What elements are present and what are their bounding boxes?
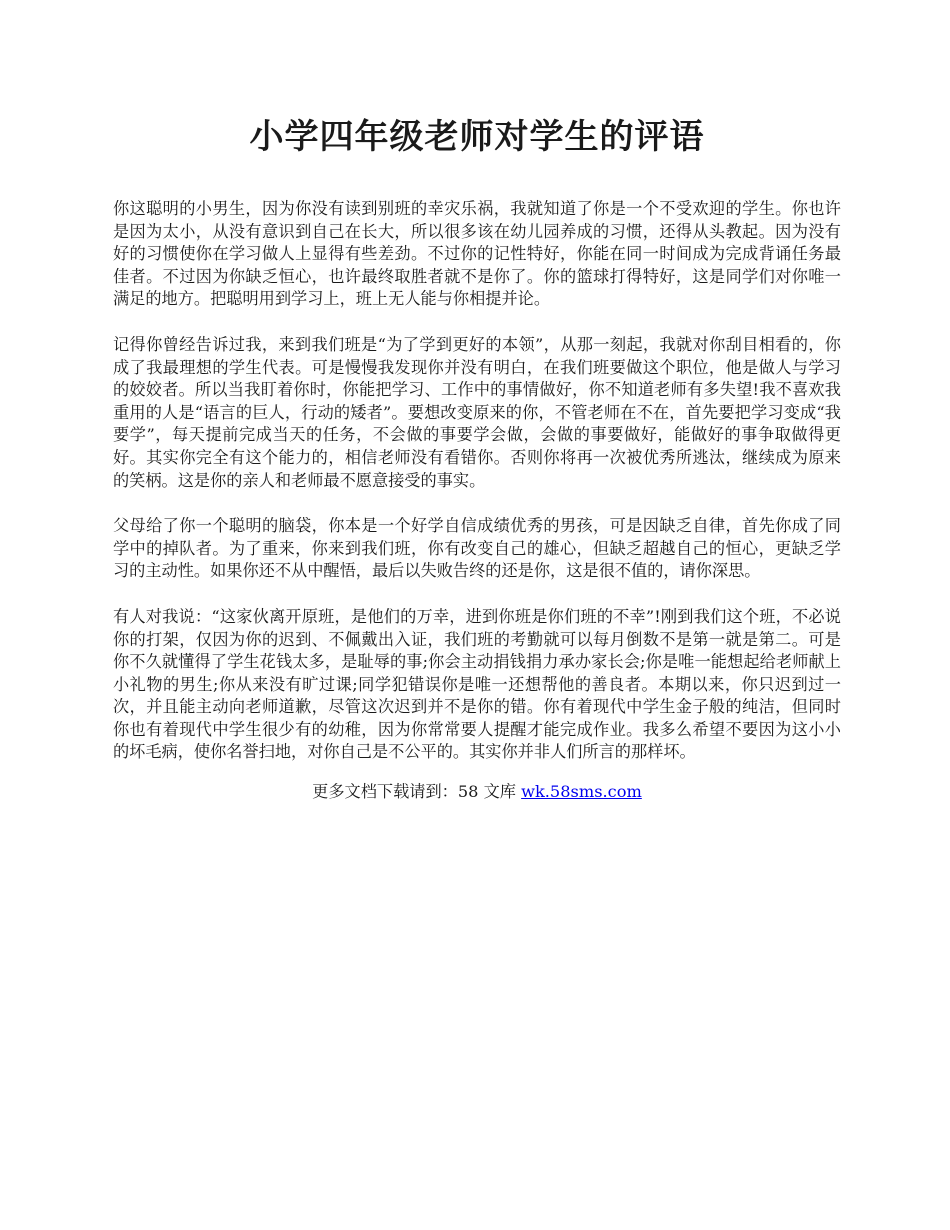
paragraph-2: 记得你曾经告诉过我，来到我们班是“为了学到更好的本领”，从那一刻起，我就对你刮目相看的，你成了我最理想的学生代表。可是慢慢我发现你并没有明白，在我们班要做这个职位，他是做人与学习的姣姣者。所以当我盯着你时，你能把学习、工作中的事情做好，你不知道老师有多失望!我不喜欢我重用的人是“语言的巨人，行动的矮者”。要想改变原来的你，不管老师在不在，首先要把学习变成“我要学”，每天提前完成当天的任务，不会做的事要学会做，会做的事要做好，能做好的事争取做得更好。其实你完全有这个能力的，相信老师没有看错你。否则你将再一次被优秀所逃汰，继续成为原来的笑柄。这是你的亲人和老师最不愿意接受的事实。: [113, 334, 841, 490]
footer-download-note: [113, 781, 841, 803]
footer-link[interactable]: wk.58sms.com: [521, 782, 642, 802]
paragraph-4: 有人对我说：“这家伙离开原班，是他们的万幸，进到你班是你们班的不幸”!刚到我们这个班，不必说你的打架，仅因为你的迟到、不佩戴出入证，我们班的考勤就可以每月倒数不是第一就是第二。可是你不久就懂得了学生花钱太多，是耻辱的事;你会主动捐钱捐力承办家长会;你是唯一能想起给老师献上小礼物的男生;你从来没有旷过课;同学犯错误你是唯一还想帮他的善良者。本期以来，你只迟到过一次，并且能主动向老师道歉，尽管这次迟到并不是你的错。你有着现代中学生金子般的纯洁，但同时你也有着现代中学生很少有的幼稚，因为你常常要人提醒才能完成作业。我多么希望不要因为这小小的坏毛病，使你名誉扫地，对你自己是不公平的。其实你并非人们所言的那样坏。: [113, 606, 841, 762]
footer-prefix: 更多文档下载请到：58 文库: [312, 782, 522, 802]
paragraph-3: 父母给了你一个聪明的脑袋，你本是一个好学自信成绩优秀的男孩，可是因缺乏自律，首先你成了同学中的掉队者。为了重来，你来到我们班，你有改变自己的雄心，但缺乏超越自己的恒心，更缺乏学习的主动性。如果你还不从中醒悟，最后以失败告终的还是你，这是很不值的，请你深思。: [113, 516, 841, 581]
page-title: 小学四年级老师对学生的评语: [249, 117, 705, 157]
paragraph-1: 你这聪明的小男生，因为你没有读到别班的幸灾乐祸，我就知道了你是一个不受欢迎的学生。你也许是因为太小，从没有意识到自己在长大，所以很多该在幼儿园养成的习惯，还得从头教起。因为没有好的习惯使你在学习做人上显得有些差劲。不过你的记性特好，你能在同一时间成为完成背诵任务最佳者。不过因为你缺乏恒心，也许最终取胜者就不是你了。你的篮球打得特好，这是同学们对你唯一满足的地方。把聪明用到学习上，班上无人能与你相提并论。: [113, 199, 841, 309]
document-page: [113, 110, 841, 803]
